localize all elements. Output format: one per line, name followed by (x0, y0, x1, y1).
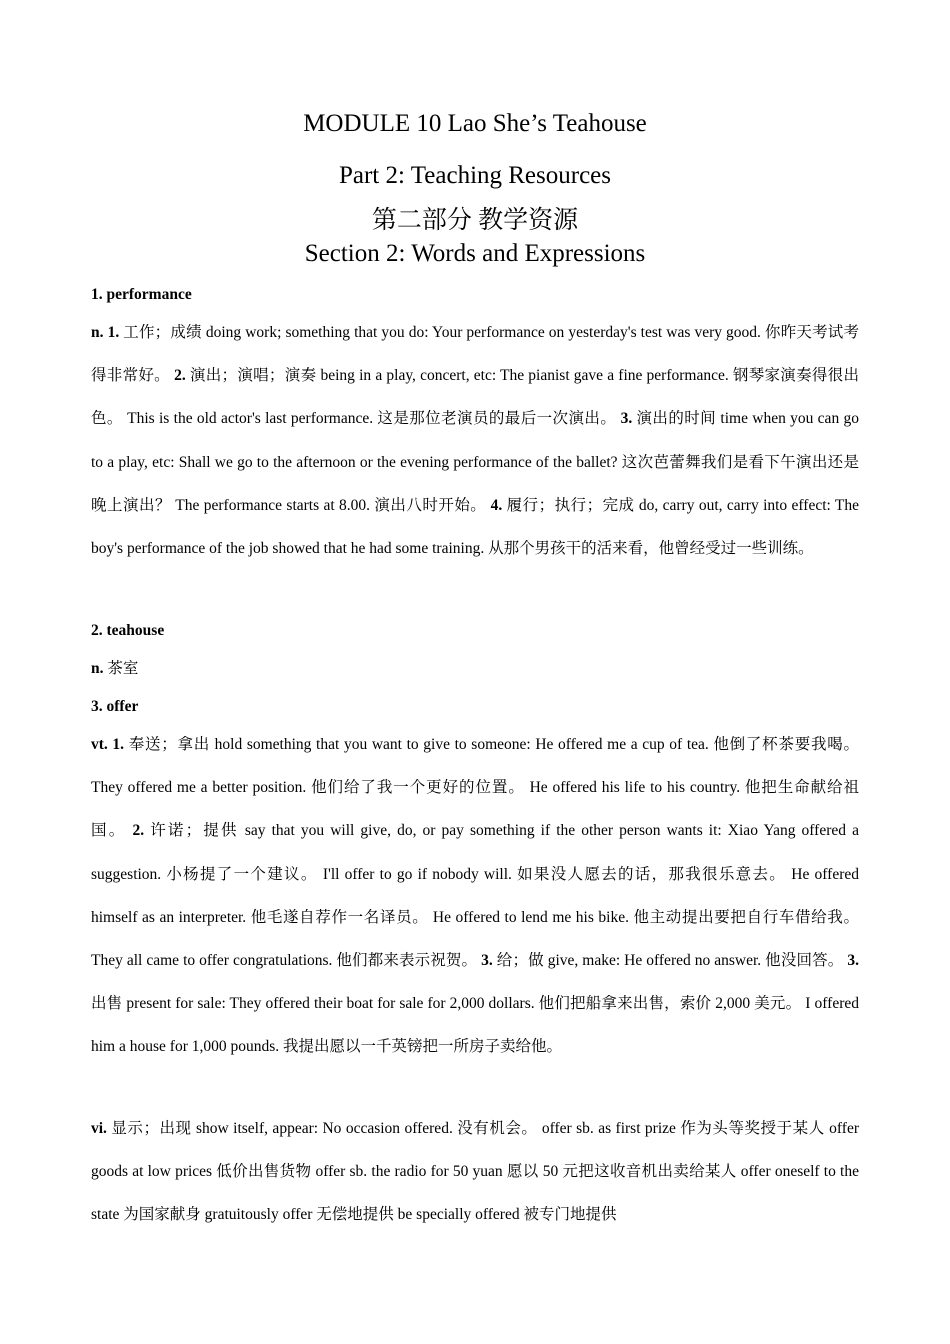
sense-number: vt. 1. (91, 736, 125, 753)
sense-number: 4. (490, 496, 503, 514)
entry-definition-performance (91, 311, 859, 570)
sense-number: n. 1. (91, 324, 120, 341)
definition-text: 显示；出现 show itself, appear: No occasion offered. 没有机会。 offer sb. as first prize 作为头等奖授于某人 offer goods at low prices 低价出售货物 offer sb. the radio for 50 yuan 愿以 50 元把这收音机出卖给某人 offer oneself to the state 为国家献身 gratuitously offer 无偿地提供 be specially offered 被专门地提供 (91, 1120, 859, 1224)
module-title: MODULE 10 Lao She’s Teahouse (303, 110, 647, 137)
part-title: Part 2: Teaching Resources (338, 162, 612, 189)
sense-number: 2. (132, 822, 145, 840)
sense-number: vi. (91, 1120, 107, 1137)
definition-text: 演出的时间 time when you can go to a play, etc: Shall we go to the afternoon or the evening performance of the ballet? 这次芭蕾舞我们是看下午演出还是晚上演出？ The performance starts at 8.00. 演出八时开始。 (91, 410, 859, 514)
definition-text: 出售 present for sale: They offered their boat for sale for 2,000 dollars. 他们把船拿来出售，索价 2,000 美元。 I offered him a house for 1,000 pounds. 我提出愿以一千英镑把一所房子卖给他。 (91, 995, 859, 1056)
entry-heading-performance: 1. performance (91, 286, 192, 303)
sense-number: 3. (481, 952, 493, 970)
entry-heading-teahouse: 2. teahouse (91, 622, 165, 639)
section-title: Section 2: Words and Expressions (304, 240, 646, 267)
definition-text: 许诺；提供 say that you will give, do, or pay something if the other person wants it: Xiao Yang offered a suggestion. 小杨提了一个建议。 I'll offer to go if nobody will. 如果没人愿去的话，那我很乐意去。 He offered himself as an interpreter. 他毛遂自荐作一名译员。 He offered to lend me his bike. 他主动提出要把自行车借给我。 They all came to offer congratulations. 他们都来表示祝贺。 (91, 822, 859, 970)
sense-number: 3. (620, 410, 633, 428)
sense-number: n. (91, 660, 104, 677)
definition-text: 给；做 give, make: He offered no answer. 他没回答。 (492, 952, 848, 970)
definition-text: 茶室 (103, 660, 139, 677)
sense-number: 3. (847, 952, 859, 970)
sense-number: 2. (174, 367, 186, 385)
definition-text: 演出；演唱；演奏 being in a play, concert, etc: The pianist gave a fine performance. 钢琴家演奏得很出色。 This is the old actor's last performance. 这是那位老演员的最后一次演出。 (91, 367, 859, 428)
definition-text: 奉送；拿出 hold something that you want to give to someone: He offered me a cup of tea. 他倒了杯茶要我喝。 They offered me a better position. 他们给了我一个更好的位置。 He offered his life to his country. 他把生命献给祖国。 (91, 736, 859, 840)
entry-definition-teahouse (91, 647, 859, 690)
part-title-chinese: 第二部分 教学资源 (371, 207, 579, 234)
entry-heading-offer: 3. offer (91, 698, 139, 715)
entry-definition-offer-vi (91, 1107, 859, 1237)
definition-text: 履行；执行；完成 do, carry out, carry into effect: The boy's performance of the job showed that he had some training. 从那个男孩干的活来看，他曾经受过一些训练。 (91, 496, 860, 558)
entry-definition-offer-vt (91, 723, 859, 1069)
definition-text: 工作；成绩 doing work; something that you do: Your performance on yesterday's test was very good. 你昨天考试考得非常好。 (91, 324, 859, 385)
